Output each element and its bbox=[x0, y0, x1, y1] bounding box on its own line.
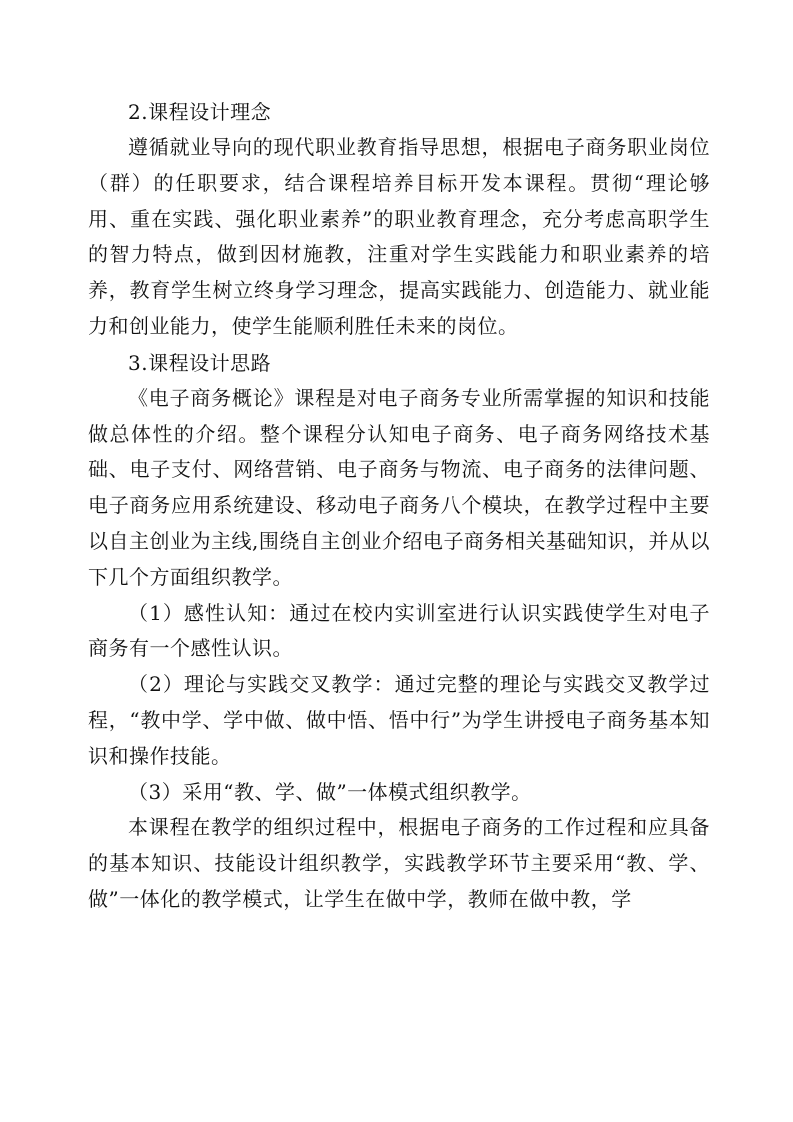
document-body bbox=[88, 94, 710, 918]
section-2-paragraph: 遵循就业导向的现代职业教育指导思想，根据电子商务职业岗位（群）的任职要求，结合课程培养目标开发本课程。贯彻“理论够用、重在实践、强化职业素养”的职业教育理念，充分考虑高职学生的智力特点，做到因材施教，注重对学生实践能力和职业素养的培养，教育学生树立终身学习理念，提高实践能力、创造能力、就业能力和创业能力，使学生能顺利胜任未来的岗位。 bbox=[88, 135, 710, 338]
section-3-paragraph-1: 《电子商务概论》课程是对电子商务专业所需掌握的知识和技能做总体性的介绍。整个课程分认知电子商务、电子商务网络技术基础、电子支付、网络营销、电子商务与物流、电子商务的法律问题、电子商务应用系统建设、移动电子商务八个模块，在教学过程中主要以自主创业为主线,围绕自主创业介绍电子商务相关基础知识，并从以下几个方面组织教学。 bbox=[88, 385, 710, 589]
list-item-perceptual-cognition: （1）感性认知：通过在校内实训室进行认识实践使学生对电子商务有一个感性认识。 bbox=[88, 600, 710, 661]
list-item-theory-practice: （2）理论与实践交叉教学：通过完整的理论与实践交叉教学过程，“教中学、学中做、做中悟、悟中行”为学生讲授电子商务基本知识和操作技能。 bbox=[88, 672, 710, 768]
section-2-heading: 2.课程设计理念 bbox=[128, 100, 272, 124]
section-3-heading: 3.课程设计思路 bbox=[128, 350, 272, 375]
section-3-paragraph-2: 本课程在教学的组织过程中，根据电子商务的工作过程和应具备的基本知识、技能设计组织教学，实践教学环节主要采用“教、学、做”一体化的教学模式，让学生在做中学，教师在做中教，学 bbox=[88, 815, 710, 911]
list-item-teach-learn-do: （3）采用“教、学、做”一体模式组织教学。 bbox=[128, 779, 532, 804]
